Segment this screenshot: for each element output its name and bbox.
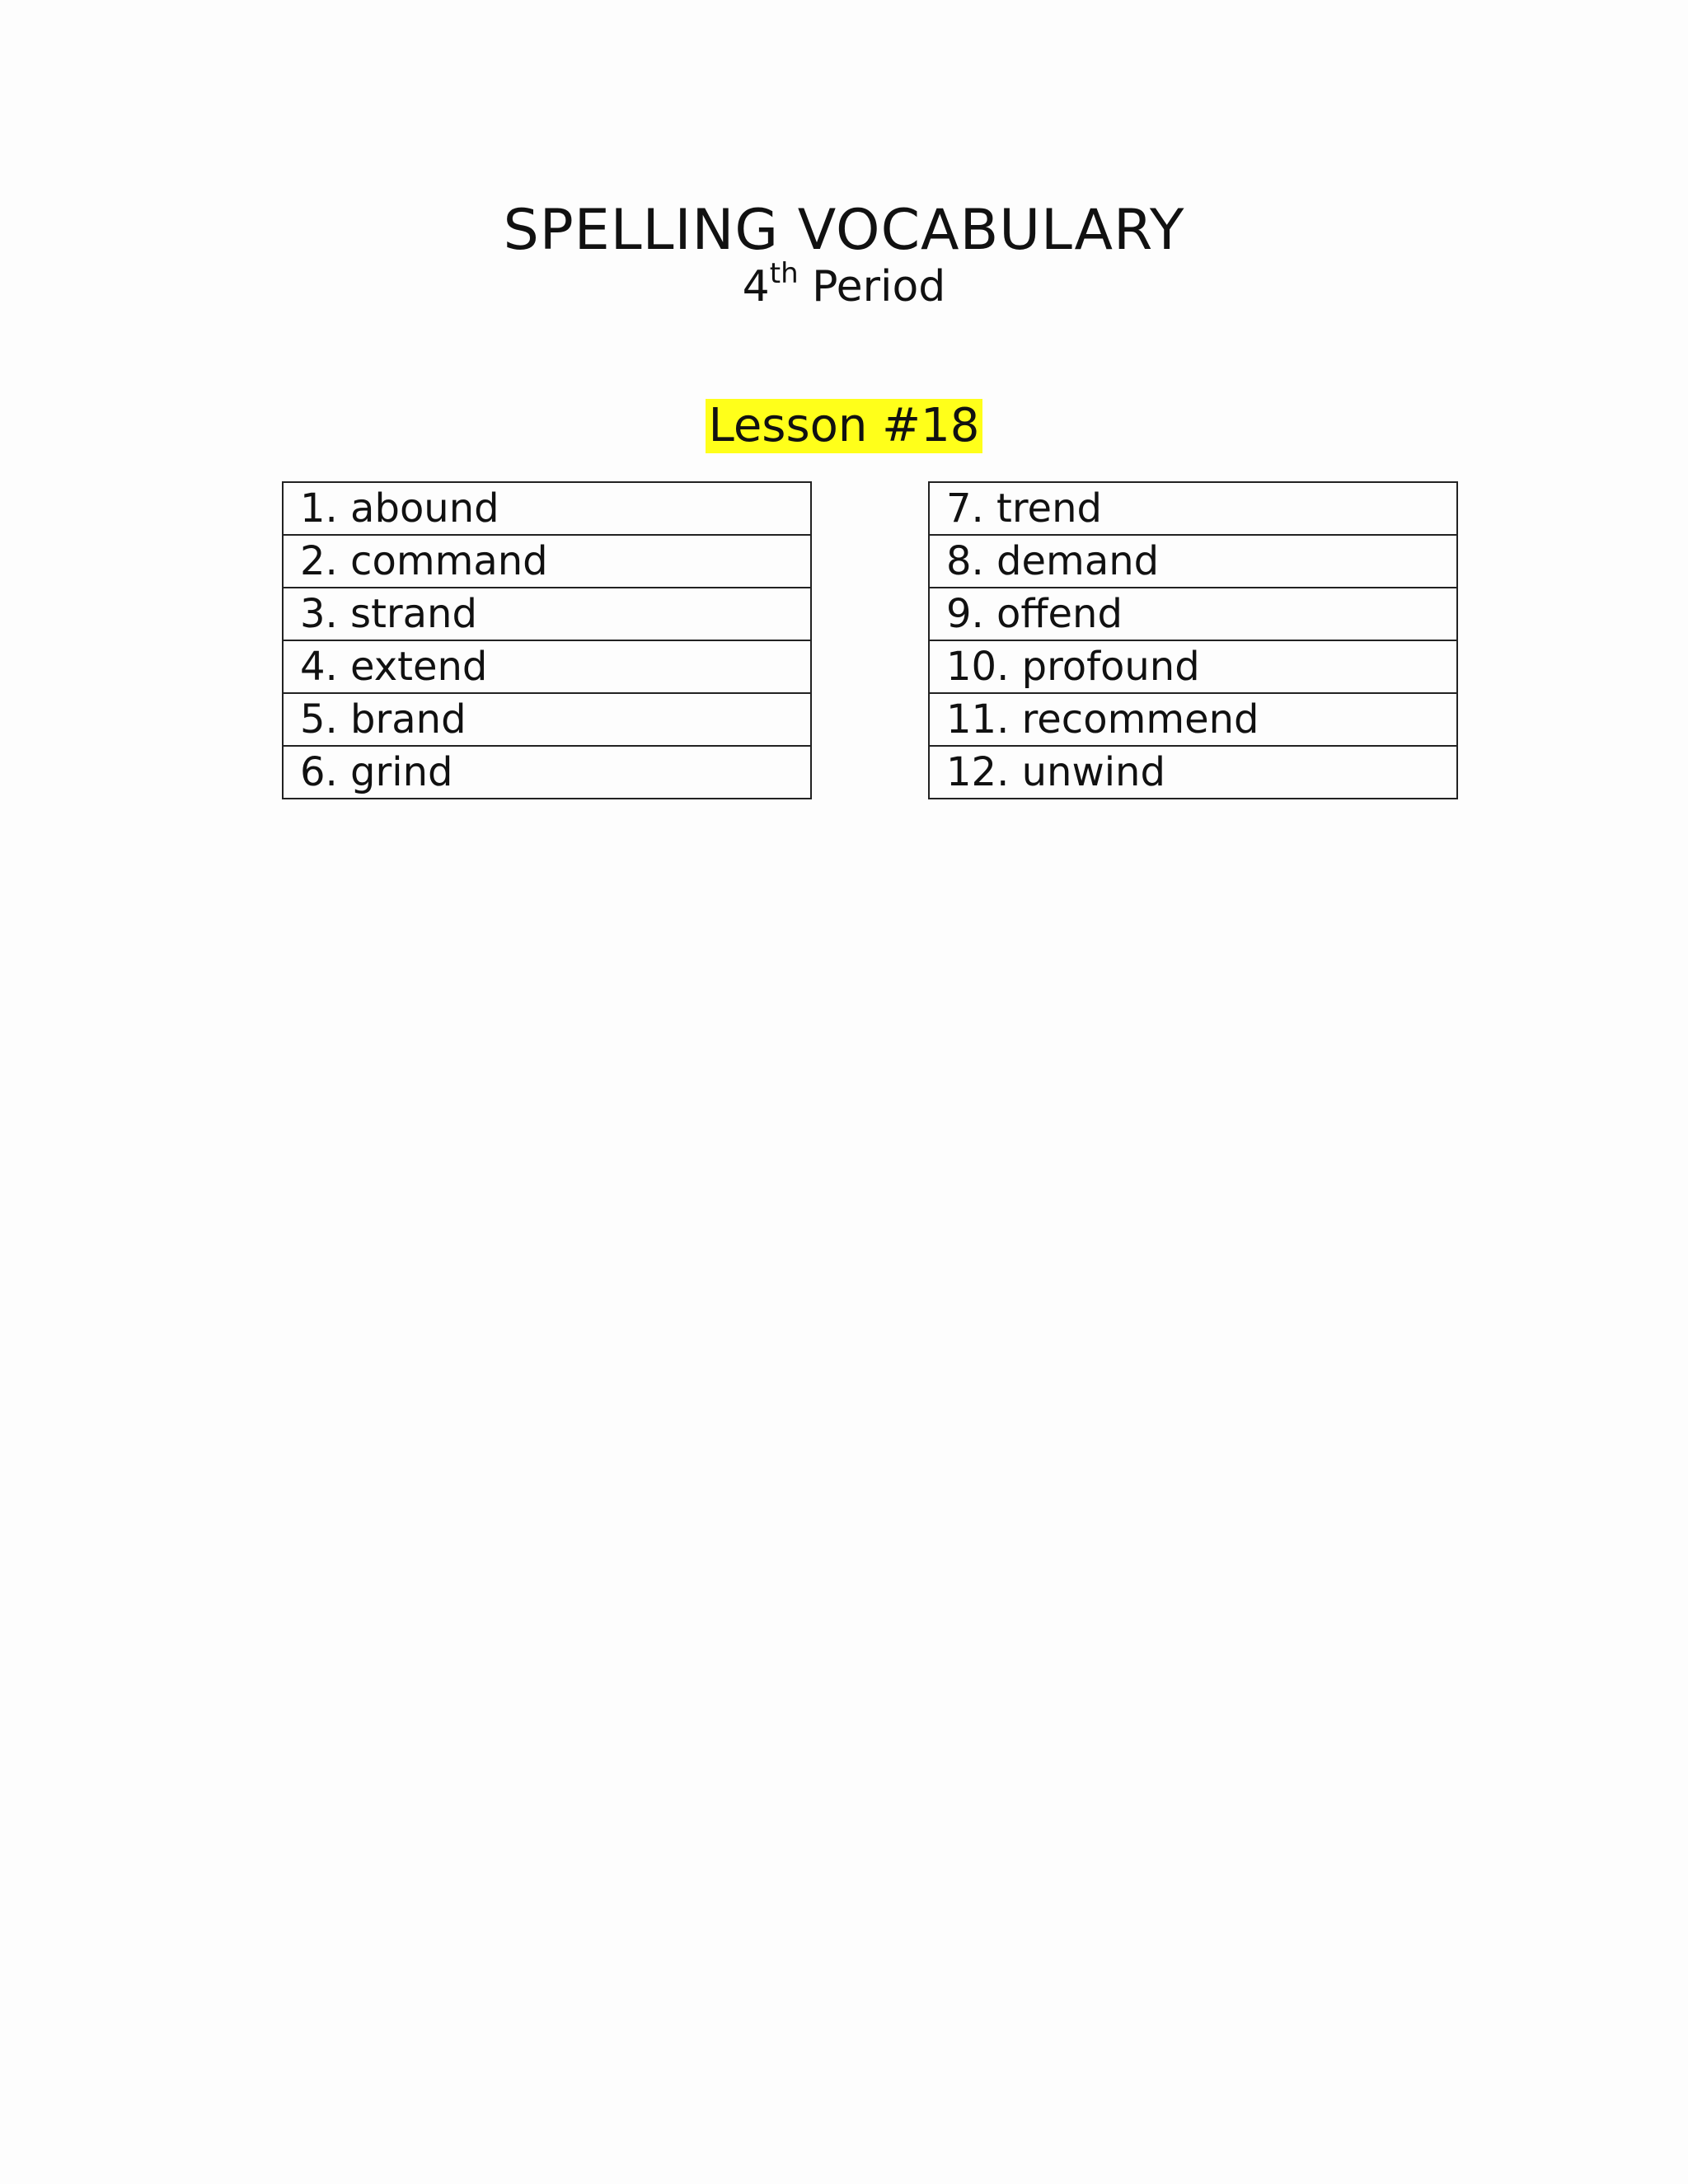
table-row xyxy=(283,535,811,588)
word-cell: 12. unwind xyxy=(929,746,1457,799)
table-row xyxy=(929,693,1457,746)
word-cell: 7. trend xyxy=(929,482,1457,535)
table-row xyxy=(283,588,811,640)
word-cell: 8. demand xyxy=(929,535,1457,588)
table-row xyxy=(283,482,811,535)
word-cell: 2. command xyxy=(283,535,811,588)
table-row xyxy=(929,482,1457,535)
word-cell: 4. extend xyxy=(283,640,811,693)
word-cell: 5. brand xyxy=(283,693,811,746)
table-row xyxy=(929,588,1457,640)
table-row xyxy=(929,535,1457,588)
period-label: Period xyxy=(812,262,946,312)
word-cell: 10. profound xyxy=(929,640,1457,693)
page-title: SPELLING VOCABULARY xyxy=(503,198,1185,263)
word-list-left xyxy=(282,481,812,799)
period-subtitle xyxy=(0,257,1688,318)
word-cell: 3. strand xyxy=(283,588,811,640)
word-list-right xyxy=(928,481,1458,799)
period-suffix: th xyxy=(769,257,799,290)
word-cell: 1. abound xyxy=(283,482,811,535)
table-row xyxy=(283,640,811,693)
lesson-heading-container xyxy=(0,399,1688,453)
period-number: 4 xyxy=(742,262,770,312)
word-cell: 6. grind xyxy=(283,746,811,799)
word-cell: 11. recommend xyxy=(929,693,1457,746)
table-row xyxy=(929,640,1457,693)
lesson-heading: Lesson #18 xyxy=(706,399,983,453)
table-row xyxy=(283,746,811,799)
table-row xyxy=(283,693,811,746)
table-row xyxy=(929,746,1457,799)
word-cell: 9. offend xyxy=(929,588,1457,640)
